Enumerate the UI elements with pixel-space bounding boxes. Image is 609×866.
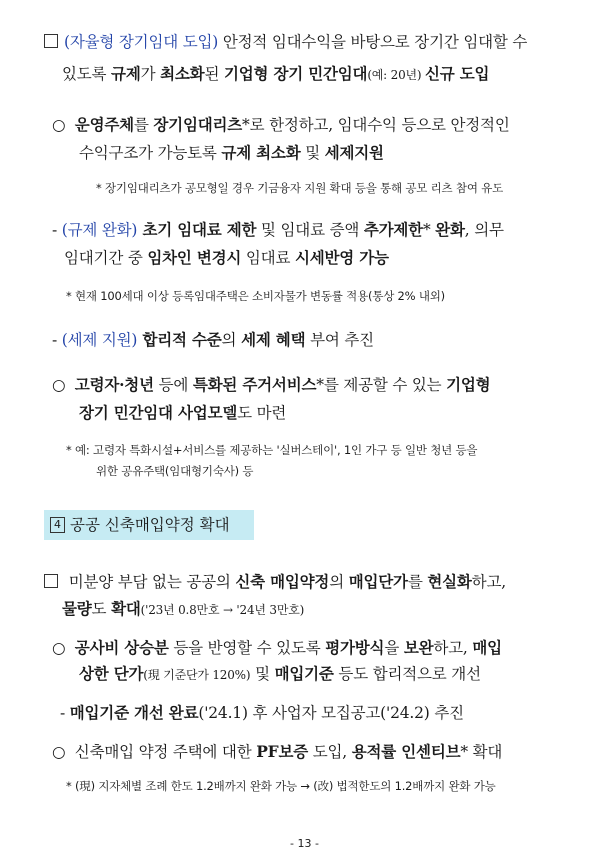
dash-purchase-criteria: - 매입기준 개선 완료('24.1) 후 사업자 모집공고('24.2) 추진 xyxy=(60,703,464,722)
bullet-pf-guarantee: ○ 신축매입 약정 주택에 대한 PF보증 도입, 용적률 인센티브* 확대 xyxy=(52,742,503,761)
section-heading xyxy=(44,510,254,540)
square-bullet-icon xyxy=(44,34,58,48)
bullet-operator: ○ 운영주체를 장기임대리츠*로 한정하고, 임대수익 등으로 안정적인 xyxy=(52,115,510,134)
circle-bullet-icon: ○ xyxy=(52,743,66,761)
footnote-silverstay: * 예: 고령자 특화시설+서비스를 제공하는 '실버스테이', 1인 가구 등 일반 청년 등을 xyxy=(66,443,478,457)
paragraph-public-purchase: 미분양 부담 없는 공공의 신축 매입약정의 매입단가를 현실화하고, xyxy=(44,570,506,592)
bullet-housing-service: ○ 고령자·청년 등에 특화된 주거서비스*를 제공할 수 있는 기업형 xyxy=(52,375,491,394)
square-bullet-icon xyxy=(44,574,58,588)
bullet-construction-cost: ○ 공사비 상승분 등을 반영할 수 있도록 평가방식을 보완하고, 매입 xyxy=(52,638,502,657)
section-title: 공공 신축매입약정 확대 xyxy=(70,516,230,534)
page-number: - 13 - xyxy=(290,837,319,850)
circle-bullet-icon: ○ xyxy=(52,116,66,134)
paragraph-autonomous-rental: (자율형 장기임대 도입) 안정적 임대수익을 바탕으로 장기간 임대할 수 xyxy=(44,30,527,52)
footnote-floor-area: * (現) 지자체별 조례 한도 1.2배까지 완화 가능 → (改) 법적한도의 1.2배까지 완화 가능 xyxy=(66,779,496,793)
circle-bullet-icon: ○ xyxy=(52,639,66,657)
dash-tax: - (세제 지원) 합리적 수준의 세제 혜택 부여 추진 xyxy=(52,330,374,349)
label-autonomous: (자율형 장기임대 도입) xyxy=(64,33,219,51)
footnote-reits: * 장기임대리츠가 공모형일 경우 기금융자 지원 확대 등을 통해 공모 리츠 참여 유도 xyxy=(96,181,504,195)
footnote-cpi: * 현재 100세대 이상 등록임대주택은 소비자물가 변동률 적용(통상 2% 내외) xyxy=(66,289,445,303)
dash-regulation: - (규제 완화) 초기 임대료 제한 및 임대료 증액 추가제한* 완화, 의무 xyxy=(52,220,504,239)
section-number: 4 xyxy=(50,517,65,533)
circle-bullet-icon: ○ xyxy=(52,376,66,394)
